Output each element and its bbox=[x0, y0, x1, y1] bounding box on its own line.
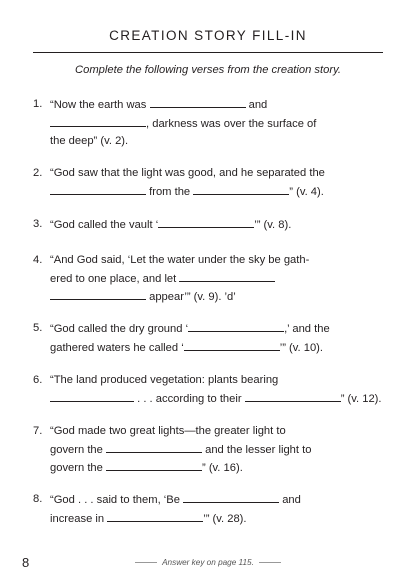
question-number: 1. bbox=[33, 98, 43, 110]
verse-text: increase in bbox=[50, 512, 105, 525]
answer-blank[interactable] bbox=[188, 320, 284, 332]
verse-text: , darkness was over the surface of bbox=[146, 117, 317, 130]
answer-blank[interactable] bbox=[193, 183, 289, 195]
footer-note bbox=[0, 558, 416, 567]
question-number: 2. bbox=[33, 167, 43, 179]
verse-text: gathered waters he called ‘ bbox=[50, 341, 184, 354]
footer-dash bbox=[135, 562, 157, 563]
question-2 bbox=[33, 165, 365, 201]
verse-text: “God saw that the light was good, and he separated the bbox=[50, 167, 325, 179]
answer-blank[interactable] bbox=[179, 270, 275, 282]
verse-text: ,’ and the bbox=[284, 323, 330, 335]
verse-text: “And God said, ‘Let the water under the sky be gath- bbox=[50, 254, 310, 266]
question-number: 6. bbox=[33, 374, 43, 386]
verse-text: ’” (v. 10). bbox=[279, 341, 324, 354]
answer-blank[interactable] bbox=[183, 491, 279, 503]
verse-text: “Now the earth was bbox=[50, 99, 147, 111]
verse-text: appear’” (v. 9). ’d’ bbox=[149, 291, 236, 304]
verse-text: and bbox=[282, 494, 301, 506]
verse-text: ” (v. 12). bbox=[340, 392, 382, 405]
answer-blank[interactable] bbox=[50, 390, 134, 402]
question-4 bbox=[33, 252, 365, 307]
answer-blank[interactable] bbox=[106, 459, 202, 471]
question-number: 5. bbox=[33, 322, 43, 334]
question-number: 3. bbox=[33, 218, 43, 230]
question-8 bbox=[33, 491, 365, 528]
verse-text: “God called the vault ‘ bbox=[50, 219, 159, 231]
page-number: 8 bbox=[22, 555, 30, 570]
verse-text: from the bbox=[149, 185, 191, 198]
question-number: 4. bbox=[33, 254, 43, 266]
question-6 bbox=[33, 372, 382, 408]
footer-text: Answer key on page 115. bbox=[162, 558, 254, 567]
verse-text: ” (v. 16). bbox=[201, 462, 243, 475]
answer-blank[interactable] bbox=[107, 510, 203, 522]
instructions: Complete the following verses from the creation story. bbox=[75, 64, 341, 76]
verse-text: the deep” (v. 2). bbox=[50, 135, 129, 148]
verse-text: govern the bbox=[50, 443, 103, 456]
question-1 bbox=[33, 96, 365, 151]
verse-text: govern the bbox=[50, 462, 103, 475]
verse-text: and bbox=[248, 99, 268, 111]
worksheet-title: CREATION STORY FILL-IN bbox=[109, 28, 307, 43]
verse-text: and the lesser light to bbox=[205, 443, 312, 456]
verse-text: “God . . . said to them, ‘Be bbox=[50, 494, 180, 506]
verse-text: “The land produced vegetation: plants bearing bbox=[50, 374, 279, 386]
answer-blank[interactable] bbox=[50, 288, 146, 300]
answer-blank[interactable] bbox=[158, 216, 254, 228]
verse-text: ered to one place, and let bbox=[50, 272, 177, 285]
question-3 bbox=[33, 216, 365, 235]
verse-text: . . . according to their bbox=[137, 392, 242, 405]
answer-blank[interactable] bbox=[245, 390, 341, 402]
verse-text: ” (v. 4). bbox=[289, 185, 324, 198]
question-5 bbox=[33, 320, 365, 357]
verse-text: “God made two great lights—the greater light to bbox=[50, 425, 286, 437]
footer-dash bbox=[259, 562, 281, 563]
answer-blank[interactable] bbox=[184, 339, 280, 351]
answer-blank[interactable] bbox=[50, 183, 146, 195]
answer-blank[interactable] bbox=[150, 96, 246, 108]
answer-blank[interactable] bbox=[106, 441, 202, 453]
answer-blank[interactable] bbox=[50, 115, 146, 127]
verse-text: ’” (v. 8). bbox=[254, 219, 292, 231]
verse-text: “God called the dry ground ‘ bbox=[50, 323, 189, 335]
verse-text: ’” (v. 28). bbox=[203, 512, 247, 525]
question-7 bbox=[33, 423, 365, 478]
question-number: 8. bbox=[33, 493, 43, 505]
question-number: 7. bbox=[33, 425, 43, 437]
title-divider bbox=[33, 52, 383, 53]
